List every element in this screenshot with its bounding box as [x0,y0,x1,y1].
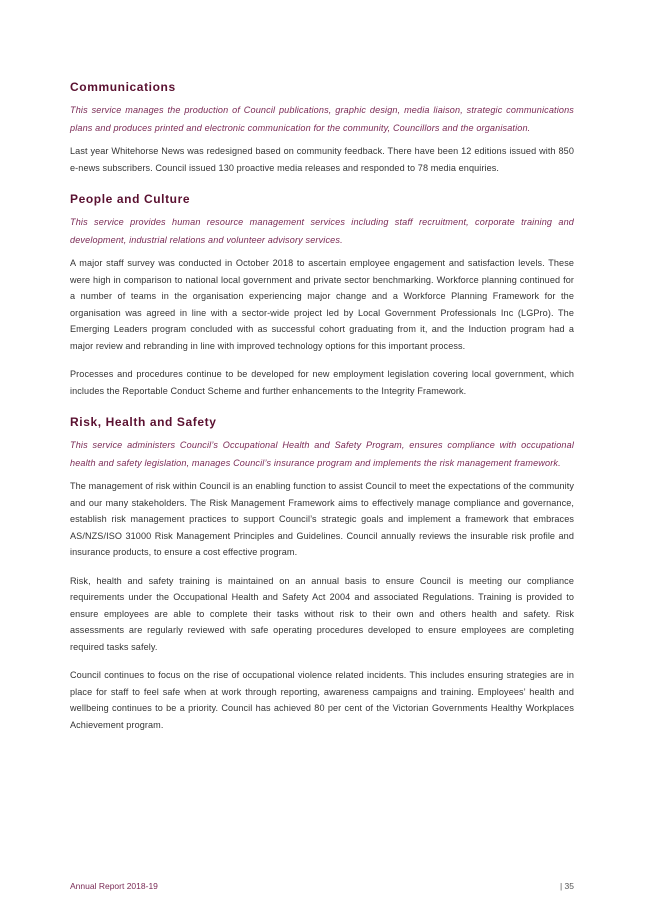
body-paragraph: Risk, health and safety training is maintained on an annual basis to ensure Council is meeting our compliance requirements under the Occupational Health and Safety Act 2004 and associated Regulations. Training is provided to ensure employees are able to complete their tasks without risk to their own and others health and safety. Risk assessments are regularly reviewed with safe operating procedures developed to ensure employees are completing required tasks safely. [70,575,574,652]
body-paragraph: The management of risk within Council is an enabling function to assist Council to meet the expectations of the community and our many stakeholders. The Risk Management Framework aims to effectively manage compliance and governance, establish risk management practices to support Council’s strategic goals and implement a framework that embraces AS/NZS/ISO 31000 Risk Management Principles and Guidelines. Council annually reviews the insurable risk profile and insurance products, to ensure a cost effective program. [70,481,574,557]
section-heading: People and Culture [70,192,191,206]
section-intro: This service provides human resource management services including staff recruitment, corporate training and development, industrial relations and volunteer advisory services. [70,217,574,245]
body-paragraph: A major staff survey was conducted in October 2018 to ascertain employee engagement and satisfaction levels. These were high in comparison to national local government and private sector benchmarking. Workforce planning continued for a number of teams in the organisation experiencing major change and a Workforce Planning Framework for the organisation was agreed in line with a sector-wide project led by Local Government Professionals Inc (LGPro). The Emerging Leaders program concluded with as successful cohort graduating from it, and the Induction program had a major review and rebranding in line with improved technology options for this important process. [70,258,574,351]
page-content [70,80,574,733]
footer-report-title: Annual Report 2018-19 [70,881,158,891]
footer-page-number: | 35 [559,881,574,891]
section-people-and-culture [70,192,574,399]
body-paragraph: Last year Whitehorse News was redesigned based on community feedback. There have been 12 editions issued with 850 e-news subscribers. Council issued 130 proactive media releases and responded to 78 media enquiries. [70,146,574,173]
section-heading: Communications [70,80,176,94]
section-intro: This service administers Council’s Occupational Health and Safety Program, ensures compliance with occupational health and safety legislation, manages Council’s insurance program and implements the risk management framework. [70,440,574,468]
section-intro: This service manages the production of Council publications, graphic design, media liaison, strategic communications plans and produces printed and electronic communication for the community, Councillors and the organisation. [70,105,574,133]
section-communications [70,80,574,176]
body-paragraph: Processes and procedures continue to be developed for new employment legislation covering local government, which includes the Reportable Conduct Scheme and further enhancements to the Integrity Framework. [70,369,574,396]
section-heading: Risk, Health and Safety [70,415,217,429]
section-risk-health-safety [70,415,574,733]
body-paragraph: Council continues to focus on the rise of occupational violence related incidents. This includes ensuring strategies are in place for staff to feel safe when at work through reporting, awareness campaigns and training. Employees’ health and wellbeing continues to be a priority. Council has achieved 80 per cent of the Victorian Governments Healthy Workplaces Achievement program. [70,670,574,730]
